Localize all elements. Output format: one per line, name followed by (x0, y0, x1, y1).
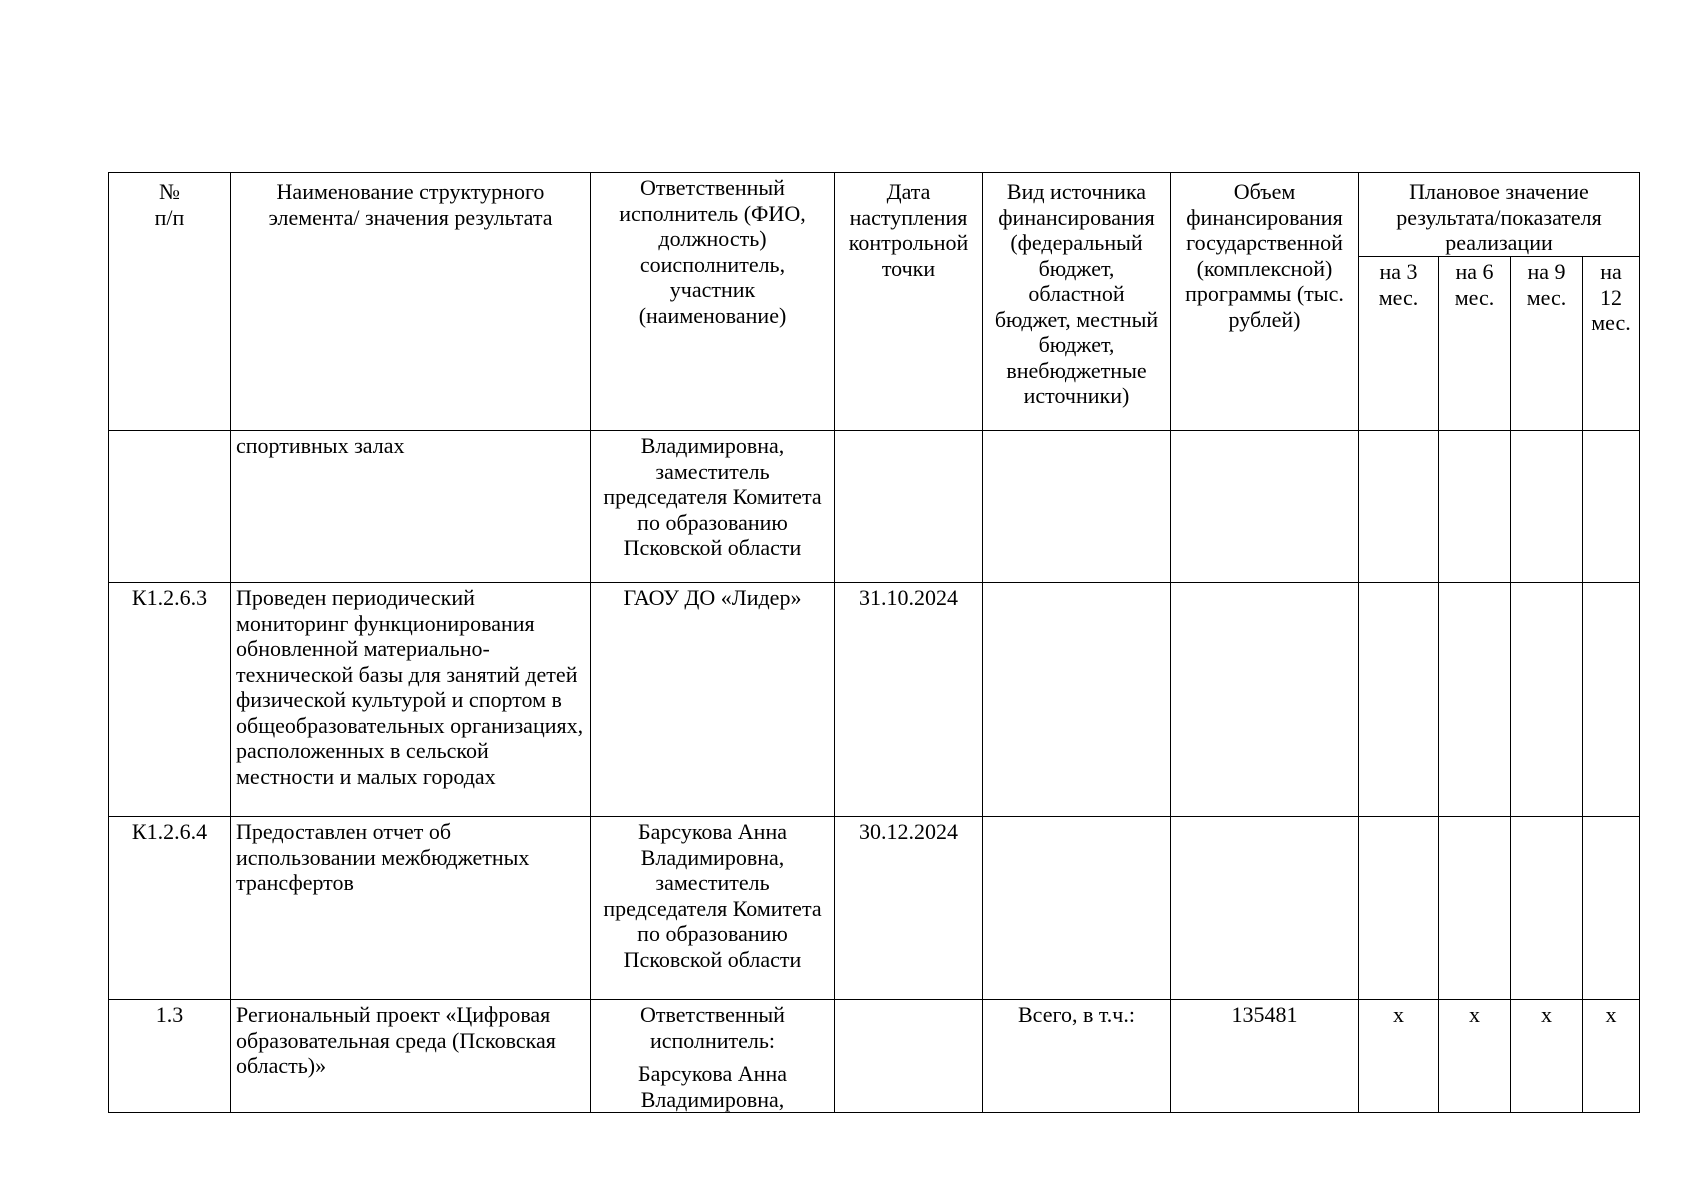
cell-m6: х (1439, 1000, 1511, 1113)
cell-volume: 135481 (1171, 1000, 1359, 1113)
table-row (109, 1000, 1640, 1113)
cell-num: К1.2.6.4 (109, 817, 231, 1000)
cell-date (835, 1000, 983, 1113)
table-row (109, 431, 1640, 583)
cell-m9 (1511, 583, 1583, 817)
header-m9: на 9 мес. (1511, 257, 1583, 431)
cell-date (835, 431, 983, 583)
table-body (109, 431, 1640, 1113)
header-m3: на 3 мес. (1359, 257, 1439, 431)
header-date: Дата наступления контрольной точки (835, 173, 983, 431)
cell-m12 (1583, 431, 1640, 583)
cell-m3 (1359, 583, 1439, 817)
cell-date: 30.12.2024 (835, 817, 983, 1000)
header-plan: Плановое значение результата/показателя реализации (1359, 173, 1640, 257)
cell-num: К1.2.6.3 (109, 583, 231, 817)
cell-name: спортивных залах (231, 431, 591, 583)
cell-m12 (1583, 583, 1640, 817)
header-m6: на 6 мес. (1439, 257, 1511, 431)
table-header (109, 173, 1640, 431)
cell-responsible: Барсукова Анна Владимировна, заместитель председателя Комитета по образованию Псковской области (591, 817, 835, 1000)
cell-volume (1171, 431, 1359, 583)
cell-m3 (1359, 817, 1439, 1000)
cell-m12 (1583, 817, 1640, 1000)
cell-m6 (1439, 817, 1511, 1000)
cell-m12: х (1583, 1000, 1640, 1113)
plan-table (108, 172, 1640, 1113)
cell-source: Всего, в т.ч.: (983, 1000, 1171, 1113)
header-source: Вид источника финансирования (федеральный бюджет, областной бюджет, местный бюджет, внебюджетные источники) (983, 173, 1171, 431)
cell-m9 (1511, 431, 1583, 583)
header-num: № п/п (109, 173, 231, 431)
header-volume: Объем финансирования государственной (комплексной) программы (тыс. рублей) (1171, 173, 1359, 431)
cell-responsible: Владимировна, заместитель председателя Комитета по образованию Псковской области (591, 431, 835, 583)
table-row (109, 583, 1640, 817)
cell-responsible-person: Барсукова Анна Владимировна, (637, 1061, 787, 1112)
cell-name: Региональный проект «Цифровая образовательная среда (Псковская область)» (231, 1000, 591, 1113)
header-m12: на 12 мес. (1583, 257, 1640, 431)
cell-num: 1.3 (109, 1000, 231, 1113)
cell-date: 31.10.2024 (835, 583, 983, 817)
cell-num (109, 431, 231, 583)
cell-m6 (1439, 583, 1511, 817)
cell-m6 (1439, 431, 1511, 583)
cell-volume (1171, 817, 1359, 1000)
cell-m3: х (1359, 1000, 1439, 1113)
cell-volume (1171, 583, 1359, 817)
table-row (109, 817, 1640, 1000)
cell-source (983, 583, 1171, 817)
cell-source (983, 817, 1171, 1000)
cell-responsible (591, 1000, 835, 1113)
cell-responsible-label: Ответственный исполнитель: (640, 1002, 785, 1053)
cell-source (983, 431, 1171, 583)
header-name: Наименование структурного элемента/ значения результата (231, 173, 591, 431)
cell-name: Проведен периодический мониторинг функционирования обновленной материально-технической базы для занятий детей физической культурой и спортом в общеобразовательных организациях, расположенных в сельской местности и малых городах (231, 583, 591, 817)
cell-m3 (1359, 431, 1439, 583)
cell-responsible: ГАОУ ДО «Лидер» (591, 583, 835, 817)
header-responsible: Ответственный исполнитель (ФИО, должность) соисполнитель, участник (наименование) (591, 173, 835, 431)
cell-m9 (1511, 817, 1583, 1000)
cell-name: Предоставлен отчет об использовании межбюджетных трансфертов (231, 817, 591, 1000)
cell-m9: х (1511, 1000, 1583, 1113)
